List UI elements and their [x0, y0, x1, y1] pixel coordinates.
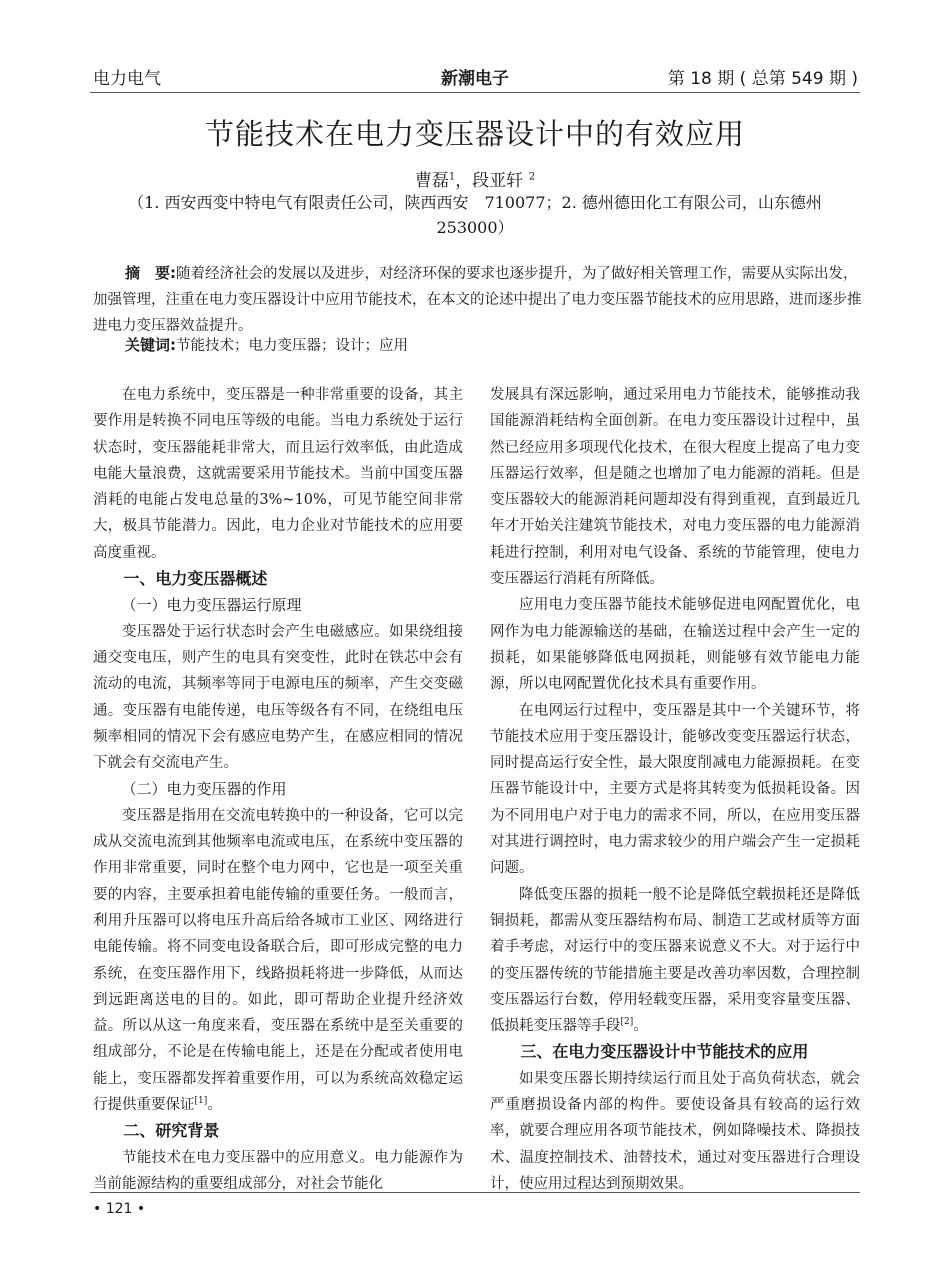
author-separator: ，: [455, 171, 473, 191]
subsection-heading-1-1: （一）电力变压器运行原理: [121, 596, 302, 615]
paragraph: [93, 803, 463, 1119]
paragraph: 发展具有深远影响，通过采用电力节能技术，能够推动我国能源消耗结构全面创新。在电力变压器设计过程中，虽然已经应用多项现代化技术，在很大程度上提高了电力变压器运行效率，但是随之也增加了电力能源的消耗。但是变压器较大的能源消耗问题却没有得到重视，直到最近几年才开始关注建筑节能技术，对电力变压器的电力能源消耗进行控制，利用对电气设备、系统的节能管理，使电力变压器运行消耗有所降低。: [490, 387, 860, 588]
affiliations: （1. 西安西变中特电气有限责任公司，陕西西安 710077；2. 德州德田化工有限公司，山东德州 253000）: [128, 193, 838, 237]
body-column-left: [93, 382, 463, 1197]
paragraph-text: 降低变压器的损耗一般不论是降低空载损耗还是降低铜损耗，都需从变压器结构布局、制造工艺或材质等方面着手考虑，对运行中的变压器来说意义不大。对于运行中的变压器传统的节能措施主要是改善功率因数，合理控制变压器运行台数，停用轻载变压器，采用变容量变压器、低损耗变压器等手段: [490, 886, 860, 1035]
paragraph-end: 。: [207, 1097, 222, 1114]
paragraph: 应用电力变压器节能技术能够促进电网配置优化，电网作为电力能源输送的基础，在输送过程中会产生一定的损耗，如果能够降低电网损耗，则能够有效节能电力能源，所以电网配置优化技术具有重要作用。: [490, 597, 860, 693]
abstract-text: 随着经济社会的发展以及进步，对经济环保的要求也逐步提升，为了做好相关管理工作，需要从实际出发，加强管理，注重在电力变压器设计中应用节能技术，在本文的论述中提出了电力变压器节能技术的应用思路，进而逐步推进电力变压器效益提升。: [93, 266, 862, 334]
section-heading-2: 二、研究背景: [123, 1121, 220, 1141]
paragraph-text: 变压器是指用在交流电转换中的一种设备，它可以完成从交流电流到其他频率电流或电压，在系统中变压器的作用非常重要，同时在整个电力网中，它也是一项至关重要的内容，主要承担着电能传输的重要任务。一般而言，利用升压器可以将电压升高后给各城市工业区、网络进行电能传输。将不同变电设备联合后，即可形成完整的电力系统，在变压器作用下，线路损耗将进一步降低，从而达到远距离送电的目的。如此，即可帮助企业提升经济效益。所以从这一角度来看，变压器在系统中是至关重要的组成部分，不论是在传输电能上，还是在分配或者使用电能上，变压器都发挥着重要作用，可以为系统高效稳定运行提供重要保证: [93, 807, 463, 1114]
footer-rule: [90, 1192, 860, 1193]
keywords: [125, 334, 408, 355]
journal-section: 电力电气: [93, 69, 161, 89]
paragraph: 节能技术在电力变压器中的应用意义。电力能源作为当前能源结构的重要组成部分，对社会节能化: [93, 1149, 463, 1192]
author-2-affil-mark: 2: [528, 171, 536, 183]
paragraph: 在电力系统中，变压器是一种非常重要的设备，其主要作用是转换不同电压等级的电能。当电力系统处于运行状态时，变压器能耗非常大，而且运行效率低，由此造成电能大量浪费，这就需要采用节能技术。当前中国变压器消耗的电能占发电总量的3%~10%，可见节能空间非常大，极具节能潜力。因此，电力企业对节能技术的应用要高度重视。: [93, 387, 463, 561]
body-column-right: [490, 382, 860, 1197]
paragraph-end: 。: [633, 1018, 648, 1035]
journal-name: 新潮电子: [441, 69, 509, 89]
paragraph: [490, 882, 860, 1040]
section-heading-3: 三、在电力变压器设计中节能技术的应用: [520, 1042, 809, 1062]
section-heading-1: 一、电力变压器概述: [123, 569, 268, 589]
author-1: 曹磊: [414, 171, 449, 191]
paragraph: 如果变压器长期持续运行而且处于高负荷状态，就会严重磨损设备内部的构件。要使设备具有较高的运行效率，就要合理应用各项节能技术，例如降噪技术、降损技术、温度控制技术、油替技术，通过对变压器进行合理设计，使应用过程达到预期效果。: [490, 1070, 860, 1192]
page-number: • 121 •: [93, 1201, 146, 1217]
citation-ref-2: [2]: [620, 1017, 634, 1028]
citation-ref-1: [1]: [194, 1096, 208, 1107]
keywords-text: 节能技术；电力变压器；设计；应用: [176, 338, 408, 354]
article-title: 节能技术在电力变压器设计中的有效应用: [204, 117, 745, 151]
abstract: [93, 260, 863, 339]
authors: [0, 166, 950, 191]
header-rule: [90, 92, 860, 93]
subsection-heading-1-2: （二）电力变压器的作用: [121, 780, 287, 799]
author-1-affil-mark: 1: [448, 171, 456, 183]
paragraph: 在电网运行过程中，变压器是其中一个关键环节，将节能技术应用于变压器设计，能够改变变压器运行状态，同时提高运行安全性，最大限度削减电力能源损耗。在变压器节能设计中，主要方式是将其转变为低损耗设备。因为不同用电户对于电力的需求不同，所以，在应用变压器对其进行调控时，电力需求较少的用户端会产生一定损耗问题。: [490, 702, 860, 877]
paragraph: 变压器处于运行状态时会产生电磁感应。如果绕组接通交变电压，则产生的电具有突变性，此时在铁芯中会有流动的电流，其频率等同于电源电压的频率，产生交变磁通。变压器有电能传递，电压等级各有不同，在绕组电压频率相同的情况下会有感应电势产生，在感应相同的情况下就会有交流电产生。: [93, 623, 463, 772]
keywords-label: 关键词:: [125, 336, 176, 354]
issue-number: 第 18 期 ( 总第 549 期 ): [667, 69, 858, 89]
author-2: 段亚轩: [472, 171, 524, 191]
abstract-label: 摘 要:: [125, 264, 176, 282]
